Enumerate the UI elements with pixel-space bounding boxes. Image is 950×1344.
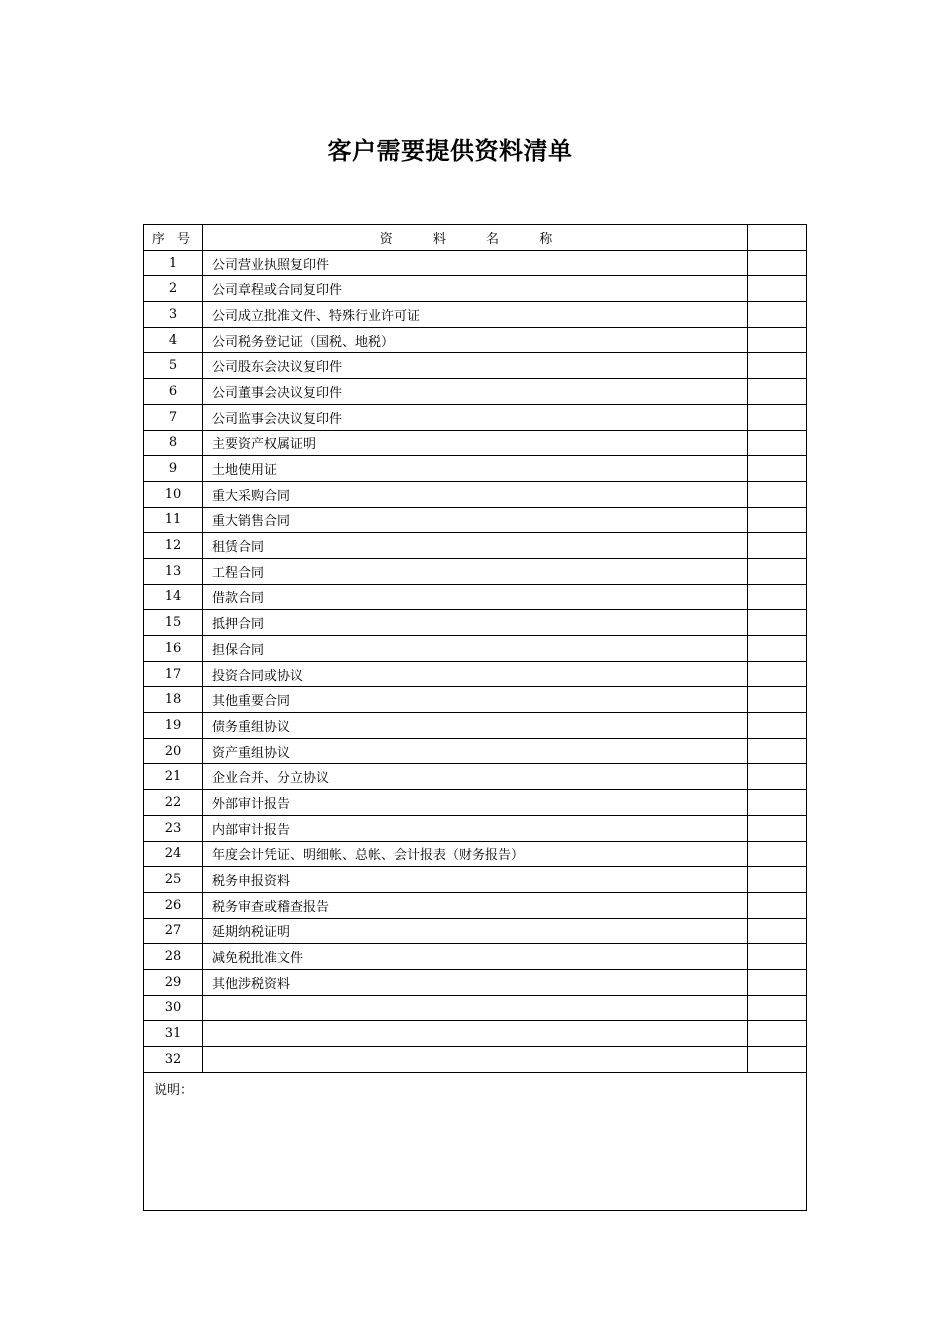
row-check-cell[interactable]: [748, 353, 807, 379]
row-material-name: [203, 1021, 748, 1047]
row-material-name: 税务申报资料: [203, 867, 748, 893]
row-check-cell[interactable]: [748, 738, 807, 764]
table-row: [144, 481, 807, 507]
row-serial-number: 30: [144, 995, 203, 1021]
table-row: [144, 892, 807, 918]
row-material-name: 公司税务登记证（国税、地税）: [203, 327, 748, 353]
row-material-name: 其他涉税资料: [203, 969, 748, 995]
row-check-cell[interactable]: [748, 790, 807, 816]
table-row: [144, 584, 807, 610]
row-serial-number: 31: [144, 1021, 203, 1047]
row-check-cell[interactable]: [748, 1047, 807, 1073]
row-check-cell[interactable]: [748, 430, 807, 456]
row-material-name: 公司股东会决议复印件: [203, 353, 748, 379]
table-row: [144, 764, 807, 790]
row-serial-number: 28: [144, 944, 203, 970]
row-check-cell[interactable]: [748, 533, 807, 559]
row-check-cell[interactable]: [748, 250, 807, 276]
table-row: [144, 713, 807, 739]
table-row: [144, 379, 807, 405]
row-material-name: 抵押合同: [203, 610, 748, 636]
table-row: [144, 430, 807, 456]
row-check-cell[interactable]: [748, 969, 807, 995]
row-material-name: 公司营业执照复印件: [203, 250, 748, 276]
row-check-cell[interactable]: [748, 610, 807, 636]
table-row: [144, 507, 807, 533]
materials-table: [143, 224, 807, 1211]
table-row: [144, 867, 807, 893]
row-serial-number: 26: [144, 892, 203, 918]
table-row: [144, 610, 807, 636]
row-check-cell[interactable]: [748, 481, 807, 507]
table-row: [144, 250, 807, 276]
row-serial-number: 17: [144, 661, 203, 687]
row-serial-number: 32: [144, 1047, 203, 1073]
row-check-cell[interactable]: [748, 892, 807, 918]
row-material-name: 减免税批准文件: [203, 944, 748, 970]
row-serial-number: 25: [144, 867, 203, 893]
row-material-name: 内部审计报告: [203, 815, 748, 841]
row-material-name: [203, 1047, 748, 1073]
row-serial-number: 24: [144, 841, 203, 867]
row-serial-number: 1: [144, 250, 203, 276]
table-row: [144, 661, 807, 687]
row-material-name: 投资合同或协议: [203, 661, 748, 687]
row-check-cell[interactable]: [748, 764, 807, 790]
row-serial-number: 21: [144, 764, 203, 790]
row-serial-number: 7: [144, 404, 203, 430]
table-row: [144, 738, 807, 764]
row-check-cell[interactable]: [748, 302, 807, 328]
notes-label: 说明：: [154, 1082, 194, 1098]
row-serial-number: 5: [144, 353, 203, 379]
table-row: [144, 841, 807, 867]
row-check-cell[interactable]: [748, 713, 807, 739]
header-extra: [748, 225, 807, 251]
row-material-name: [203, 995, 748, 1021]
row-material-name: 税务审查或稽查报告: [203, 892, 748, 918]
table-row: [144, 687, 807, 713]
table-row: [144, 276, 807, 302]
row-serial-number: 3: [144, 302, 203, 328]
row-serial-number: 15: [144, 610, 203, 636]
row-check-cell[interactable]: [748, 661, 807, 687]
row-check-cell[interactable]: [748, 815, 807, 841]
table-header-row: [144, 225, 807, 251]
table-row: [144, 636, 807, 662]
table-row: [144, 1047, 807, 1073]
row-material-name: 土地使用证: [203, 456, 748, 482]
row-serial-number: 11: [144, 507, 203, 533]
table-row: [144, 969, 807, 995]
row-check-cell[interactable]: [748, 636, 807, 662]
table-row: [144, 558, 807, 584]
row-material-name: 企业合并、分立协议: [203, 764, 748, 790]
row-serial-number: 13: [144, 558, 203, 584]
row-material-name: 延期纳税证明: [203, 918, 748, 944]
page-title: 客户需要提供资料清单: [327, 137, 573, 165]
row-serial-number: 20: [144, 738, 203, 764]
row-material-name: 其他重要合同: [203, 687, 748, 713]
table-row: [144, 790, 807, 816]
row-serial-number: 14: [144, 584, 203, 610]
table-row: [144, 533, 807, 559]
row-serial-number: 29: [144, 969, 203, 995]
row-material-name: 公司章程或合同复印件: [203, 276, 748, 302]
row-serial-number: 23: [144, 815, 203, 841]
row-check-cell[interactable]: [748, 507, 807, 533]
table-row: [144, 995, 807, 1021]
row-check-cell[interactable]: [748, 404, 807, 430]
row-check-cell[interactable]: [748, 687, 807, 713]
row-material-name: 重大销售合同: [203, 507, 748, 533]
row-check-cell[interactable]: [748, 584, 807, 610]
row-check-cell[interactable]: [748, 841, 807, 867]
table-row: [144, 815, 807, 841]
row-check-cell[interactable]: [748, 918, 807, 944]
row-material-name: 资产重组协议: [203, 738, 748, 764]
row-serial-number: 9: [144, 456, 203, 482]
row-material-name: 主要资产权属证明: [203, 430, 748, 456]
row-material-name: 租赁合同: [203, 533, 748, 559]
notes-row: [144, 1072, 807, 1210]
row-check-cell[interactable]: [748, 867, 807, 893]
row-serial-number: 6: [144, 379, 203, 405]
row-material-name: 工程合同: [203, 558, 748, 584]
row-material-name: 担保合同: [203, 636, 748, 662]
row-serial-number: 2: [144, 276, 203, 302]
row-serial-number: 18: [144, 687, 203, 713]
row-serial-number: 8: [144, 430, 203, 456]
row-material-name: 债务重组协议: [203, 713, 748, 739]
row-check-cell[interactable]: [748, 379, 807, 405]
row-check-cell[interactable]: [748, 558, 807, 584]
table-row: [144, 353, 807, 379]
row-material-name: 外部审计报告: [203, 790, 748, 816]
row-check-cell[interactable]: [748, 276, 807, 302]
row-serial-number: 27: [144, 918, 203, 944]
row-material-name: 重大采购合同: [203, 481, 748, 507]
row-check-cell[interactable]: [748, 995, 807, 1021]
row-serial-number: 10: [144, 481, 203, 507]
row-serial-number: 12: [144, 533, 203, 559]
row-serial-number: 4: [144, 327, 203, 353]
table-row: [144, 327, 807, 353]
table-row: [144, 456, 807, 482]
notes-cell[interactable]: [144, 1072, 807, 1210]
table-row: [144, 302, 807, 328]
header-serial-number: 序 号: [144, 225, 203, 251]
row-material-name: 年度会计凭证、明细帐、总帐、会计报表（财务报告）: [203, 841, 748, 867]
table-row: [144, 404, 807, 430]
row-check-cell[interactable]: [748, 944, 807, 970]
row-check-cell[interactable]: [748, 1021, 807, 1047]
table-row: [144, 918, 807, 944]
row-serial-number: 22: [144, 790, 203, 816]
row-serial-number: 19: [144, 713, 203, 739]
row-check-cell[interactable]: [748, 456, 807, 482]
row-material-name: 公司成立批准文件、特殊行业许可证: [203, 302, 748, 328]
row-material-name: 借款合同: [203, 584, 748, 610]
row-check-cell[interactable]: [748, 327, 807, 353]
header-material-name: 资 料 名 称: [203, 225, 748, 251]
row-material-name: 公司监事会决议复印件: [203, 404, 748, 430]
row-serial-number: 16: [144, 636, 203, 662]
table-row: [144, 1021, 807, 1047]
table-row: [144, 944, 807, 970]
row-material-name: 公司董事会决议复印件: [203, 379, 748, 405]
